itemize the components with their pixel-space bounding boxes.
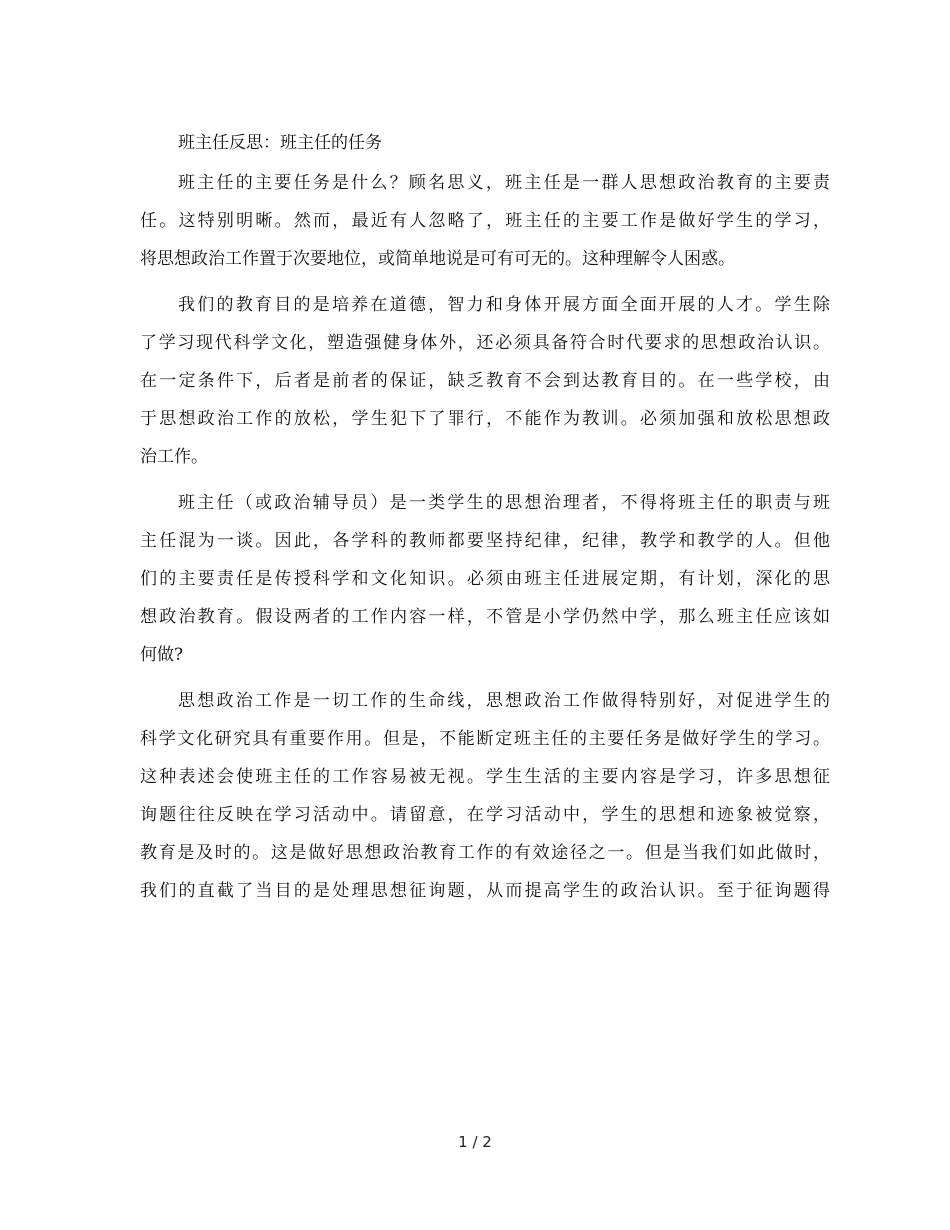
paragraph-line: 于思想政治工作的放松，学生犯下了罪行，不能作为教训。必须加强和放松思想政 xyxy=(140,409,830,429)
page-indicator: 1 / 2 xyxy=(458,1133,492,1151)
paragraph-1 xyxy=(140,164,830,278)
paragraph-line: 询题往往反映在学习活动中。请留意，在学习活动中，学生的思想和迹象被觉察， xyxy=(140,805,830,825)
paragraph-line: 主任混为一谈。因此，各学科的教师都要坚持纪律，纪律，教学和教学的人。但他 xyxy=(140,531,830,551)
paragraph-4 xyxy=(140,682,830,910)
paragraph-line: 教育是及时的。这是做好思想政治教育工作的有效途径之一。但是当我们如此做时， xyxy=(140,843,830,863)
paragraph-line: 我们的教育目的是培养在道德，智力和身体开展方面全面开展的人才。学生除 xyxy=(178,295,830,315)
paragraph-line: 将思想政治工作置于次要地位，或简单地说是可有可无的。这种理解令人困惑。 xyxy=(140,249,735,269)
paragraph-line: 科学文化研究具有重要作用。但是，不能断定班主任的主要任务是做好学生的学习。 xyxy=(140,729,830,749)
paragraph-line: 我们的直截了当目的是处理思想征询题，从而提高学生的政治认识。至于征询题得 xyxy=(140,881,830,901)
paragraph-line: 们的主要责任是传授科学和文化知识。必须由班主任进展定期，有计划，深化的思 xyxy=(140,569,830,589)
paragraph-line: 这种表述会使班主任的工作容易被无视。学生生活的主要内容是学习，许多思想征 xyxy=(140,767,830,787)
paragraph-line: 治工作。 xyxy=(140,447,208,467)
paragraph-line: 思想政治工作是一切工作的生命线，思想政治工作做得特别好，对促进学生的 xyxy=(178,691,830,711)
paragraph-line: 任。这特别明晰。然而，最近有人忽略了，班主任的主要工作是做好学生的学习， xyxy=(140,211,830,231)
document-title: 班主任反思：班主任的任务 xyxy=(178,133,382,153)
paragraph-line: 班主任（或政治辅导员）是一类学生的思想治理者，不得将班主任的职责与班 xyxy=(178,493,830,513)
paragraph-line: 想政治教育。假设两者的工作内容一样，不管是小学仍然中学，那么班主任应该如 xyxy=(140,607,830,627)
paragraph-3 xyxy=(140,484,830,674)
paragraph-line: 班主任的主要任务是什么？顾名思义，班主任是一群人思想政治教育的主要责 xyxy=(178,173,830,193)
paragraph-line: 何做? xyxy=(140,645,184,665)
paragraph-line: 在一定条件下，后者是前者的保证，缺乏教育不会到达教育目的。在一些学校，由 xyxy=(140,371,830,391)
paragraph-2 xyxy=(140,286,830,476)
document-body xyxy=(140,124,830,918)
paragraph-line: 了学习现代科学文化，塑造强健身体外，还必须具备符合时代要求的思想政治认识。 xyxy=(140,333,830,353)
